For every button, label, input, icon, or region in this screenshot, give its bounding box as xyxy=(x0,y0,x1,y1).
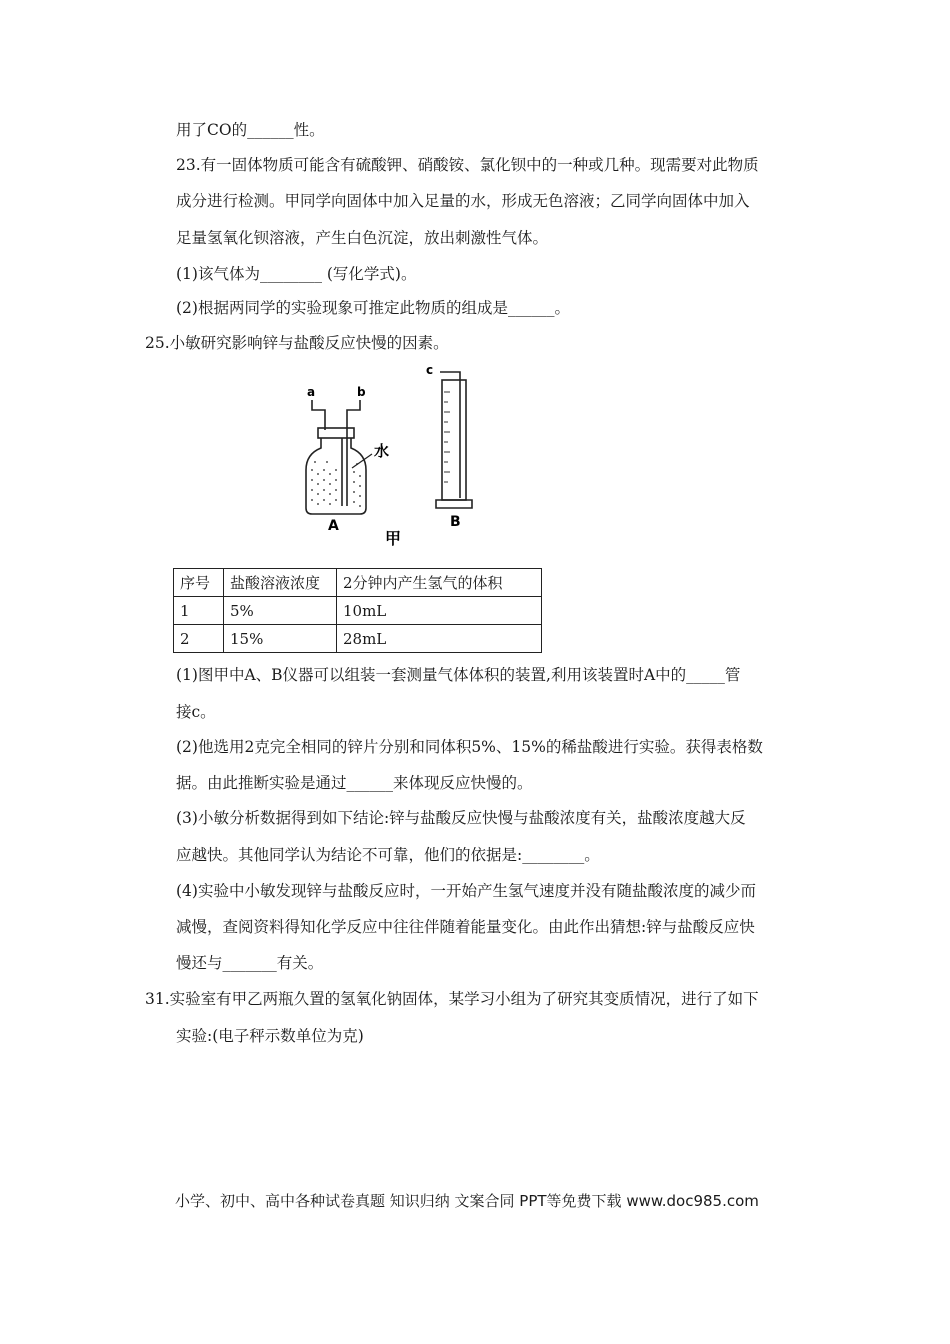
tube-a-label: a xyxy=(307,385,316,399)
question-25-part1-line2: 接c。 xyxy=(176,703,216,721)
tube-b-label: b xyxy=(357,385,366,399)
question-25-part2-line1: (2)他选用2克完全相同的锌片分别和同体积5%、15%的稀盐酸进行实验。获得表格数 xyxy=(176,738,763,756)
question-25-part4-line3: 慢还与_______有关。 xyxy=(176,954,324,972)
question-23-line1: 23.有一固体物质可能含有硫酸钾、硝酸铵、氯化钡中的一种或几种。现需要对此物质 xyxy=(176,156,759,174)
question-23-line2: 成分进行检测。甲同学向固体中加入足量的水，形成无色溶液；乙同学向固体中加入 xyxy=(176,192,750,210)
figure-caption: 甲 xyxy=(385,529,402,548)
bottle-a-label: A xyxy=(328,518,339,534)
question-25-part3-line1: (3)小敏分析数据得到如下结论:锌与盐酸反应快慢与盐酸浓度有关，盐酸浓度越大反 xyxy=(176,809,746,827)
cylinder-b-label: B xyxy=(450,514,461,530)
question-25-title: 25.小敏研究影响锌与盐酸反应快慢的因素。 xyxy=(145,334,449,352)
cylinder-graduations xyxy=(444,392,450,482)
table-row xyxy=(174,597,542,625)
question-23-part1: (1)该气体为________ (写化学式)。 xyxy=(176,265,417,283)
table-row xyxy=(174,625,542,653)
question-25-part4-line1: (4)实验中小敏发现锌与盐酸反应时，一开始产生氢气速度并没有随盐酸浓度的减少而 xyxy=(176,882,756,900)
cylinder-b-diagram xyxy=(436,372,472,508)
table-cell: 1 xyxy=(174,597,224,625)
page-footer: 小学、初中、高中各种试卷真题 知识归纳 文案合同 PPT等免费下载 www.doc985.com xyxy=(175,1192,759,1210)
question-25-part4-line2: 减慢，查阅资料得知化学反应中往往伴随着能量变化。由此作出猜想:锌与盐酸反应快 xyxy=(176,918,755,936)
question-25-part1-line1: (1)图甲中A、B仪器可以组装一套测量气体体积的装置,利用该装置时A中的_____管 xyxy=(176,666,741,684)
question-23-line3: 足量氢氧化钡溶液，产生白色沉淀，放出刺激性气体。 xyxy=(176,229,549,247)
apparatus-figure xyxy=(290,358,520,548)
table-cell: 10mL xyxy=(337,597,542,625)
data-table xyxy=(173,568,542,653)
table-header-cell: 2分钟内产生氢气的体积 xyxy=(337,569,542,597)
tube-c-label: c xyxy=(426,363,434,377)
table-header-row xyxy=(174,569,542,597)
question-31-line1: 31.实验室有甲乙两瓶久置的氢氧化钠固体，某学习小组为了研究其变质情况，进行了如下 xyxy=(145,990,759,1008)
text-line: 用了CO的______性。 xyxy=(176,121,325,139)
table-cell: 28mL xyxy=(337,625,542,653)
bottle-a-diagram xyxy=(306,400,366,514)
question-23-part2: (2)根据两同学的实验现象可推定此物质的组成是______。 xyxy=(176,299,570,317)
table-header-cell: 序号 xyxy=(174,569,224,597)
table-cell: 5% xyxy=(224,597,337,625)
question-25-part3-line2: 应越快。其他同学认为结论不可靠，他们的依据是:________。 xyxy=(176,846,600,864)
table-cell: 15% xyxy=(224,625,337,653)
water-label: 水 xyxy=(374,442,390,460)
water-dots xyxy=(311,461,361,507)
question-25-part2-line2: 据。由此推断实验是通过______来体现反应快慢的。 xyxy=(176,774,533,792)
table-cell: 2 xyxy=(174,625,224,653)
table-header-cell: 盐酸溶液浓度 xyxy=(224,569,337,597)
question-31-line2: 实验:(电子秤示数单位为克) xyxy=(176,1027,364,1045)
